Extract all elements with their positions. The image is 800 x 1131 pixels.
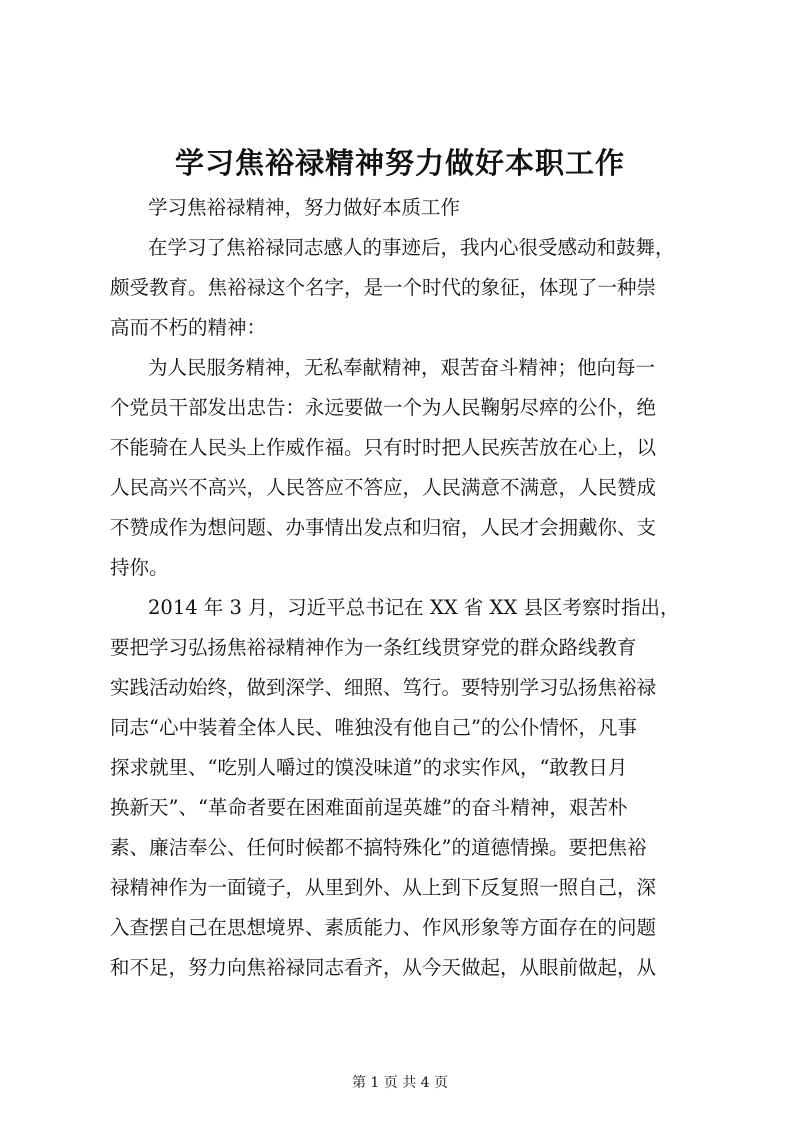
page-number: 第 1 页 共 4 页 — [351, 1075, 449, 1091]
paragraph-line: 2014 年 3 月，习近平总书记在 XX 省 XX 县区考察时指出， — [148, 596, 680, 619]
paragraph-line: 和不足，努力向焦裕禄同志看齐，从今天做起，从眼前做起，从 — [110, 956, 657, 979]
paragraph-line: 素、廉洁奉公、任何时候都不搞特殊化”的道德情操。要把焦裕 — [110, 836, 647, 859]
paragraph-line: 人民高兴不高兴，人民答应不答应，人民满意不满意，人民赞成 — [110, 476, 657, 499]
paragraph-line: 个党员干部发出忠告：永远要做一个为人民鞠躬尽瘁的公仆，绝 — [110, 396, 657, 419]
paragraph-line: 为人民服务精神，无私奉献精神，艰苦奋斗精神；他向每一 — [148, 356, 656, 379]
paragraph-line: 颇受教育。焦裕禄这个名字，是一个时代的象征，体现了一种崇 — [110, 276, 657, 299]
paragraph-line: 在学习了焦裕禄同志感人的事迹后，我内心很受感动和鼓舞， — [148, 236, 675, 259]
paragraph-line: 持你。 — [110, 556, 169, 579]
paragraph-line: 入查摆自己在思想境界、素质能力、作风形象等方面存在的问题 — [110, 916, 657, 939]
paragraph-line: 高而不朽的精神： — [110, 316, 267, 339]
subtitle-line: 学习焦裕禄精神，努力做好本质工作 — [148, 196, 461, 219]
paragraph-line: 同志“心中装着全体人民、唯独没有他自己”的公仆情怀，凡事 — [110, 716, 637, 739]
paragraph-line: 不赞成作为想问题、办事情出发点和归宿，人民才会拥戴你、支 — [110, 516, 657, 539]
paragraph-line: 换新天”、“革命者要在困难面前逞英雄”的奋斗精神，艰苦朴 — [110, 796, 628, 819]
paragraph-line: 不能骑在人民头上作威作福。只有时时把人民疾苦放在心上，以 — [110, 436, 657, 459]
document-title: 学习焦裕禄精神努力做好本职工作 — [174, 146, 625, 180]
paragraph-line: 禄精神作为一面镜子，从里到外、从上到下反复照一照自己，深 — [110, 876, 657, 899]
paragraph-line: 探求就里、“吃别人嚼过的馍没味道”的求实作风，“敢教日月 — [110, 756, 628, 779]
paragraph-line: 要把学习弘扬焦裕禄精神作为一条红线贯穿党的群众路线教育 — [110, 636, 637, 659]
paragraph-line: 实践活动始终，做到深学、细照、笃行。要特别学习弘扬焦裕禄 — [110, 676, 657, 699]
